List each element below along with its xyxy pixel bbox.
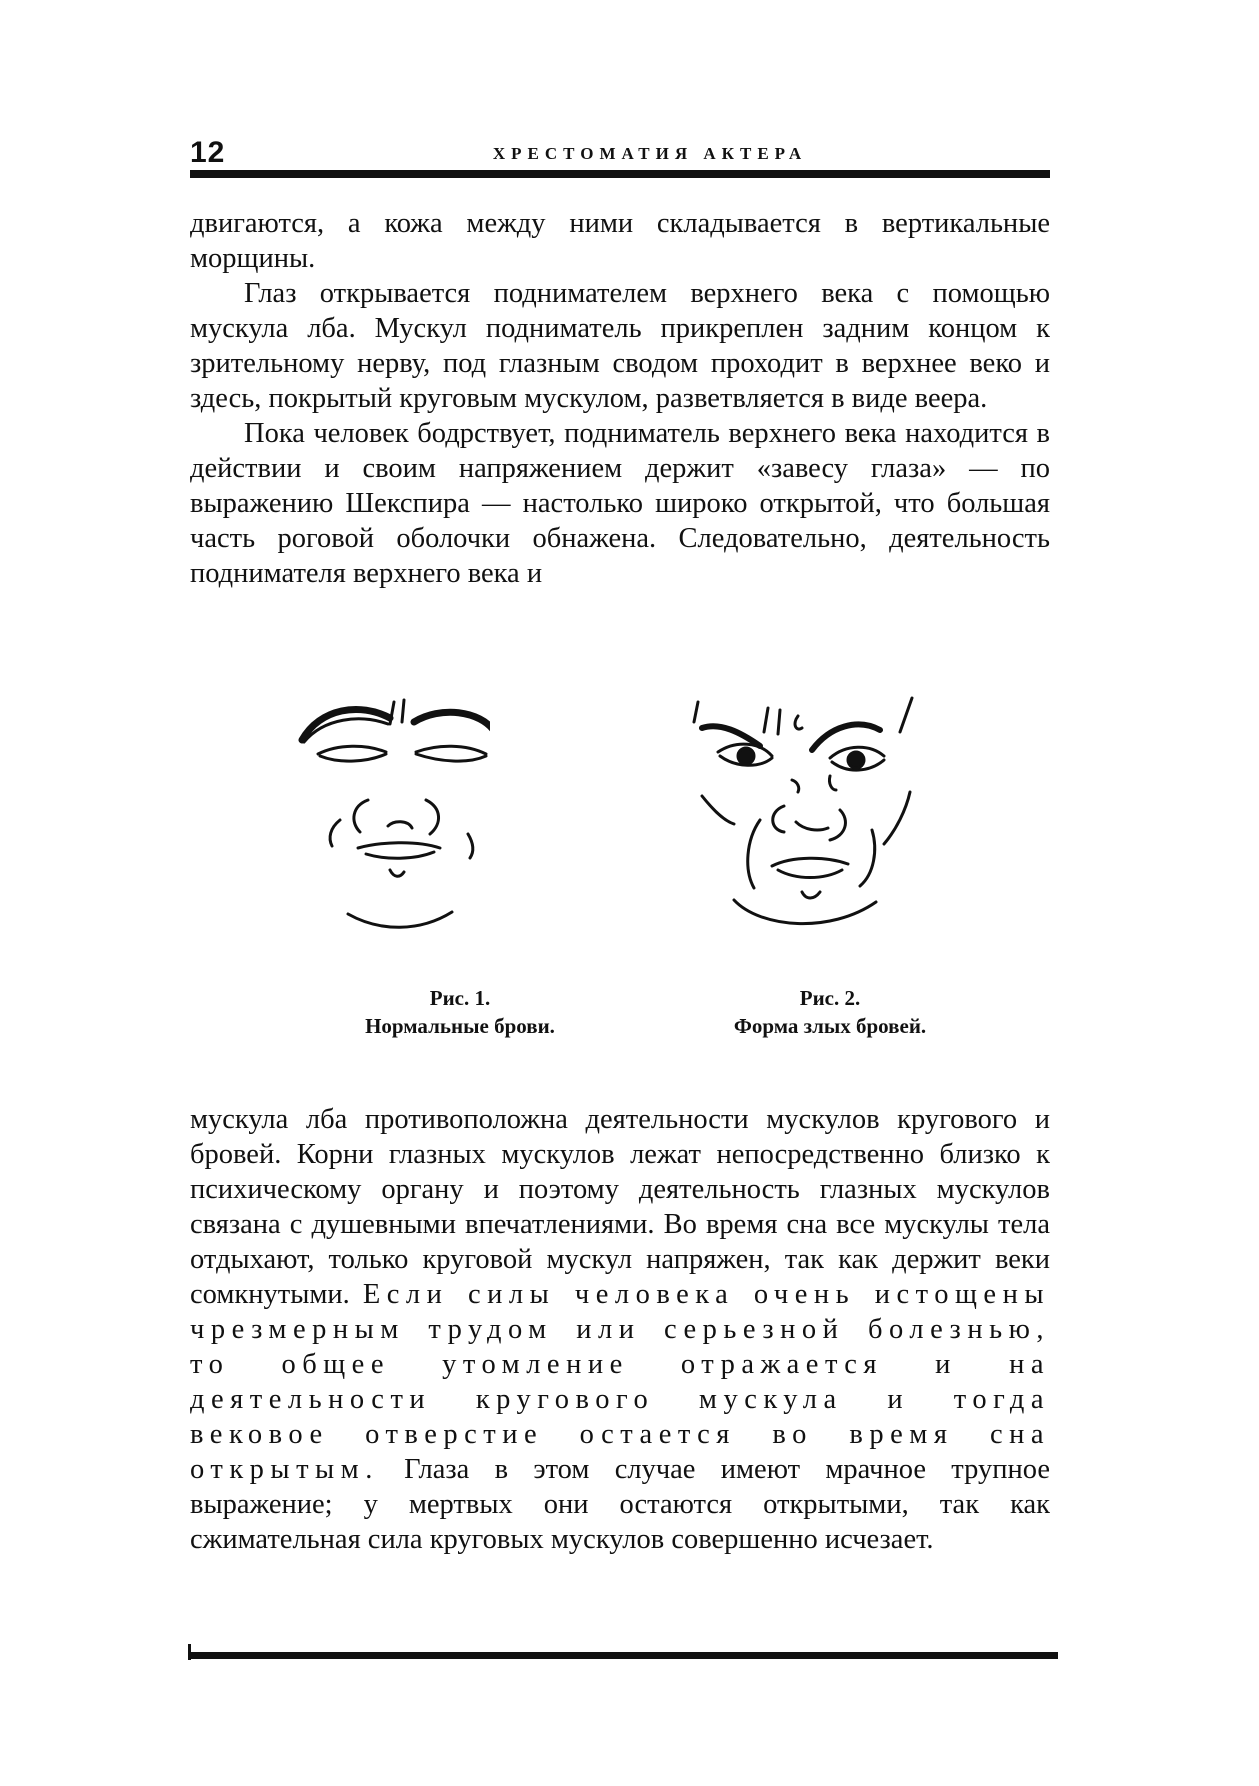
lead-text: мускула лба противоположна деятельности мускулов кругового и бровей. Корни глазных мускулов лежат непосредственно близко к психическому органу и поэтому деятельность глазных мускулов связана с душевными впечатлениями. Во время сна все мускулы тела отдыхают, только круговой мускул напряжен, так как держит веки сомкнутыми.: [190, 1104, 1050, 1310]
page-number: 12: [190, 136, 226, 169]
figure-1-title: Нормальные брови.: [365, 1014, 555, 1038]
body-text-top: [190, 206, 1050, 591]
spaced-emphasis-text: Если силы человека очень истощены чрезмерным трудом или серьезной болезнью, то общее утомление отражается и на деятельности кругового мускула и тогда вековое отверстие остается во время сна открытым.: [190, 1279, 1050, 1485]
paragraph: двигаются, а кожа между ними складывается в вертикальные морщины.: [190, 208, 1050, 274]
figure-1-number: Рис. 1.: [429, 986, 491, 1010]
footer-rule: [190, 1652, 1058, 1659]
paragraph: Глаз открывается поднимателем верхнего века с помощью мускула лба. Мускул подниматель прикреплен задним концом к зрительному нерву, под глазным сводом проходит в верхнее веко и здесь, покрытый круговым мускулом, разветвляется в виде веера.: [190, 278, 1050, 414]
running-title: ХРЕСТОМАТИЯ АКТЕРА: [492, 144, 808, 163]
figure-1: [250, 688, 670, 1068]
figure-2-number: Рис. 2.: [799, 986, 861, 1010]
tail-text: Глаза в этом случае имеют мрачное трупное выражение; у мертвых они остаются открытыми, так как сжимательная сила круговых мускулов совершенно исчезает.: [190, 1454, 1050, 1555]
page-header: [190, 132, 1050, 172]
figure-2: [680, 680, 980, 1060]
paragraph: Пока человек бодрствует, подниматель верхнего века находится в действии и своим напряжением держит «завесу глаза» — по выражению Шекспира — настолько широко открытой, что большая часть роговой оболочки обнажена. Следовательно, деятельность поднимателя верхнего века и: [190, 418, 1050, 589]
normal-eyebrows-face-icon: [290, 688, 490, 948]
paragraph: [190, 1102, 1050, 1557]
figure-2-title: Форма злых бровей.: [733, 1014, 927, 1038]
body-text-bottom: [190, 1102, 1050, 1557]
figure-2-caption: [680, 984, 980, 1040]
figure-1-caption: [250, 984, 670, 1040]
angry-eyebrows-face-icon: [680, 680, 980, 960]
header-rule: [190, 170, 1050, 178]
